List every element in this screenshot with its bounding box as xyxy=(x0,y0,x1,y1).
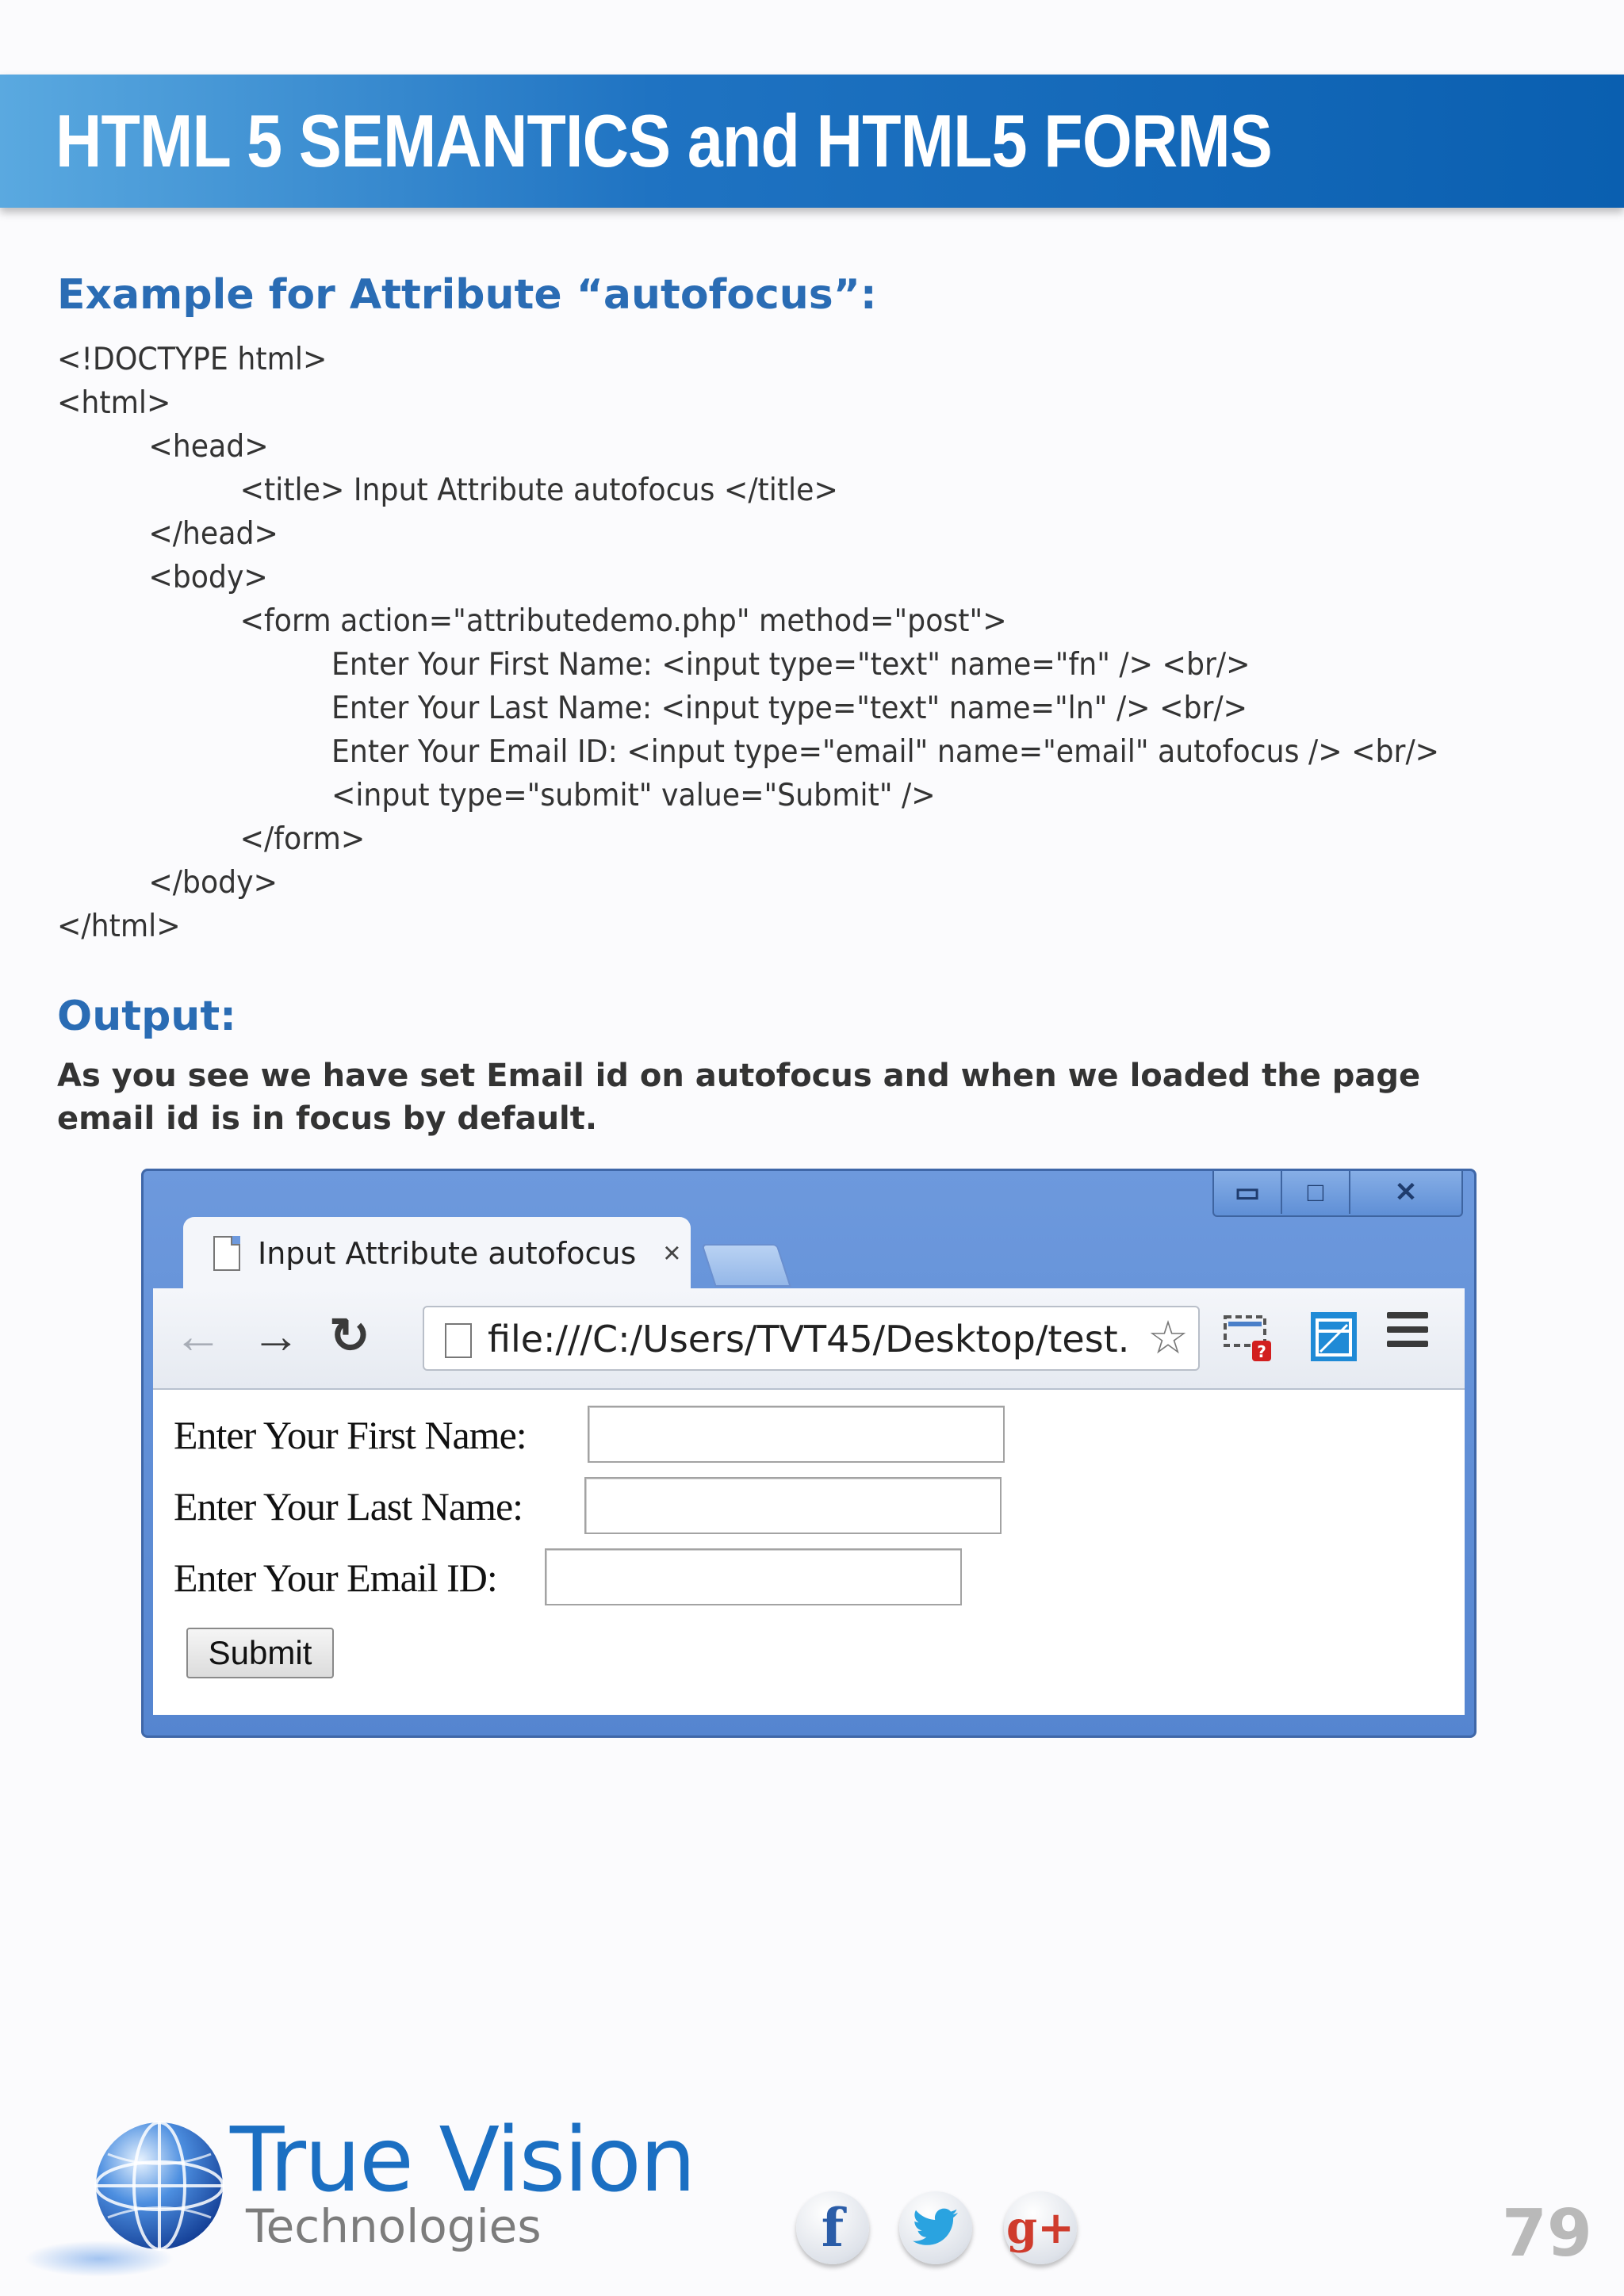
example-heading: Example for Attribute “autofocus”: xyxy=(57,271,877,319)
code-line: <head> xyxy=(148,429,269,465)
code-line: <form action="attributedemo.php" method="post"> xyxy=(239,603,1007,639)
page-icon xyxy=(213,1236,240,1271)
code-line: </head> xyxy=(148,516,278,552)
code-line: <input type="submit" value="Submit" /> xyxy=(331,778,936,813)
header-banner xyxy=(0,75,1624,208)
email-label: Enter Your Email ID: xyxy=(174,1556,497,1600)
facebook-icon[interactable]: f xyxy=(796,2191,869,2264)
browser-toolbar xyxy=(153,1288,1465,1390)
address-bar[interactable] xyxy=(423,1306,1200,1371)
new-tab-button[interactable] xyxy=(701,1244,791,1287)
svg-text:?: ? xyxy=(1257,1342,1266,1361)
globe-logo-icon xyxy=(92,2118,227,2253)
email-input[interactable] xyxy=(545,1548,962,1605)
url-text: file:///C:/Users/TVT45/Desktop/test. xyxy=(488,1318,1130,1360)
code-line: </form> xyxy=(239,821,366,857)
code-line: Enter Your Email ID: <input type="email" name="email" autofocus /> <br/> xyxy=(331,734,1440,770)
code-line: Enter Your Last Name: <input type="text" name="ln" /> <br/> xyxy=(331,691,1248,726)
tab-title: Input Attribute autofocus xyxy=(258,1236,637,1271)
code-line: </html> xyxy=(57,909,181,944)
code-line: <body> xyxy=(148,560,268,595)
output-heading: Output: xyxy=(57,993,236,1040)
output-description: As you see we have set Email id on autofocus and when we loaded the page email id is in focus by default. xyxy=(57,1058,1421,1137)
first-name-input[interactable] xyxy=(588,1406,1005,1463)
forward-icon[interactable]: → xyxy=(251,1309,301,1364)
bookmark-star-icon[interactable]: ☆ xyxy=(1147,1312,1189,1364)
code-line: </body> xyxy=(148,865,278,901)
reload-icon[interactable]: ↻ xyxy=(329,1309,370,1364)
tab-close-icon[interactable]: × xyxy=(663,1236,681,1270)
browser-tab[interactable] xyxy=(183,1217,691,1290)
menu-icon[interactable] xyxy=(1387,1312,1428,1368)
brand-name: True Vision xyxy=(230,2109,695,2212)
page-title: HTML 5 SEMANTICS and HTML5 FORMS xyxy=(56,99,1272,182)
code-line: <!DOCTYPE html> xyxy=(57,342,327,377)
last-name-label: Enter Your Last Name: xyxy=(174,1484,523,1529)
page-icon xyxy=(445,1323,472,1358)
page-number: 79 xyxy=(1501,2196,1592,2271)
browser-window xyxy=(141,1169,1477,1738)
code-line: <html> xyxy=(57,385,171,421)
window-controls xyxy=(1212,1171,1463,1217)
extension-icon[interactable] xyxy=(1222,1309,1274,1364)
maximize-button[interactable]: □ xyxy=(1281,1171,1349,1214)
page-content xyxy=(153,1390,1465,1715)
submit-button[interactable]: Submit xyxy=(186,1628,334,1678)
google-plus-icon[interactable]: g+ xyxy=(1004,2191,1077,2264)
code-listing xyxy=(57,338,1564,948)
brand-subtitle: Technologies xyxy=(246,2199,542,2253)
code-line: <title> Input Attribute autofocus </title> xyxy=(239,473,838,508)
minimize-button[interactable]: ▭ xyxy=(1234,1177,1261,1207)
extension-icon[interactable] xyxy=(1308,1309,1360,1364)
last-name-input[interactable] xyxy=(584,1477,1002,1534)
close-window-button[interactable]: ✕ xyxy=(1349,1171,1461,1214)
back-icon[interactable]: ← xyxy=(174,1309,223,1364)
code-line: Enter Your First Name: <input type="text" name="fn" /> <br/> xyxy=(331,647,1251,683)
twitter-icon[interactable] xyxy=(899,2191,972,2264)
first-name-label: Enter Your First Name: xyxy=(174,1413,527,1457)
